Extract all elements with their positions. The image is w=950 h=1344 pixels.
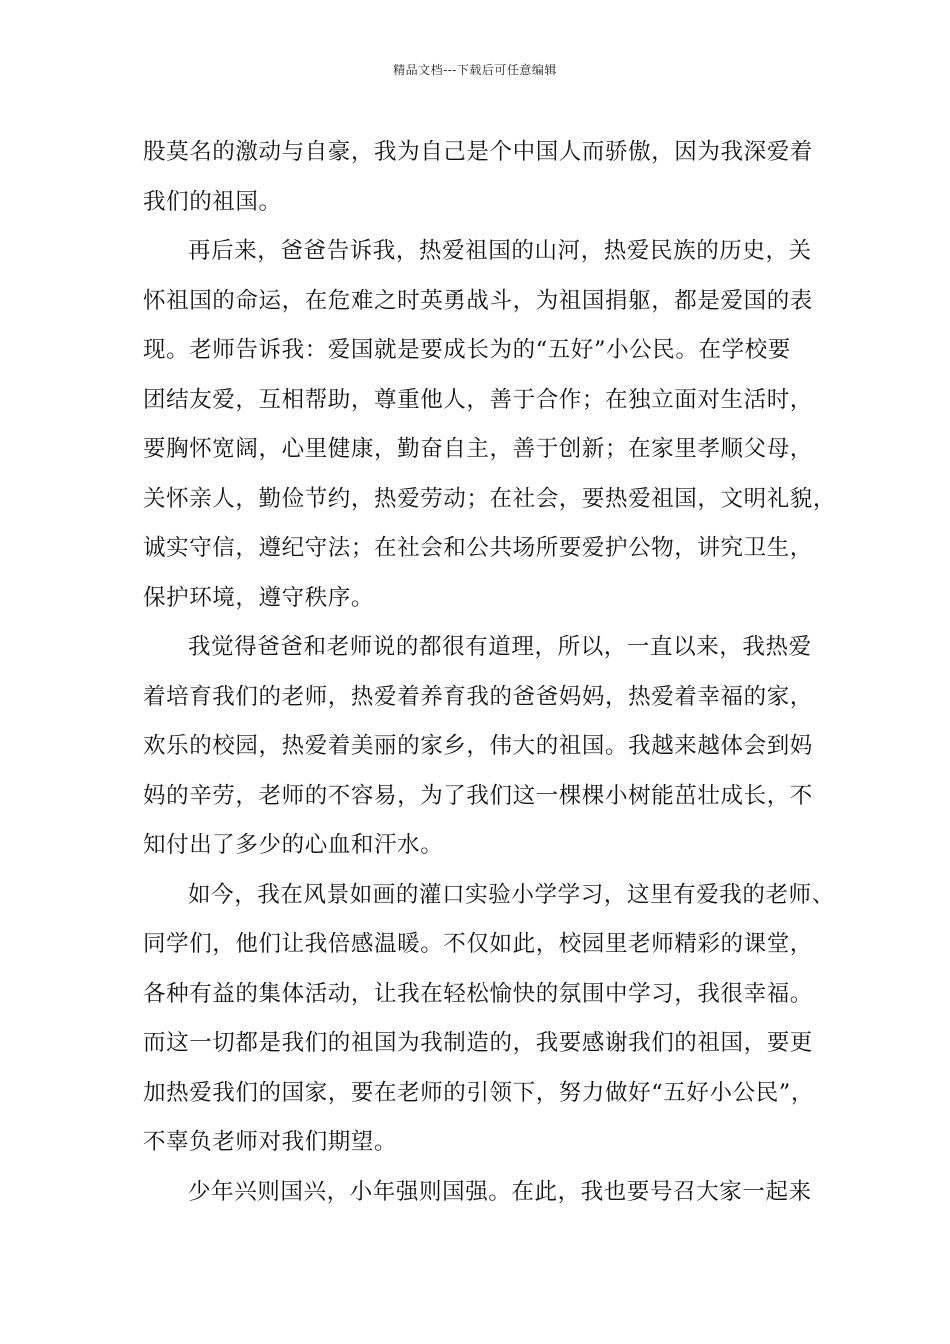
text-line: 着培育我们的老师，热爱着养育我的爸爸妈妈，热爱着幸福的家，	[143, 683, 813, 710]
text-line: 知付出了多少的心血和汗水。	[143, 832, 444, 858]
text-line: 不辜负老师对我们期望。	[143, 1129, 398, 1155]
text-line: 团结友爱，互相帮助，尊重他人，善于合作；在独立面对生活时，	[143, 386, 813, 413]
text-line: 同学们，他们让我倍感温暖。不仅如此，校园里老师精彩的课堂，	[143, 931, 813, 957]
text-line: 关怀亲人，勤俭节约，热爱劳动；在社会，要热爱祖国，文明礼貌，	[143, 485, 837, 512]
text-line: 我们的祖国。	[143, 188, 282, 215]
text-line: 加热爱我们的国家，要在老师的引领下，努力做好“五好小公民”，	[143, 1079, 815, 1106]
page-header: 精品文档---下载后可任意编辑	[393, 63, 557, 77]
paragraph-start-line: 如今，我在风景如画的灌口实验小学学习，这里有爱我的老师、	[188, 881, 835, 908]
text-line: 诚实守信，遵纪守法；在社会和公共场所要爱护公物，讲究卫生，	[143, 535, 813, 561]
text-line: 各种有益的集体活动，让我在轻松愉快的氛围中学习，我很幸福。	[143, 980, 813, 1007]
text-line: 股莫名的激动与自豪，我为自己是个中国人而骄傲，因为我深爱着	[143, 139, 813, 165]
text-line: 怀祖国的命运，在危难之时英勇战斗，为祖国捐躯，都是爱国的表	[143, 287, 813, 314]
paragraph-start-line: 我觉得爸爸和老师说的都很有道理，所以，一直以来，我热爱	[188, 634, 812, 660]
paragraph-start-line: 再后来，爸爸告诉我，热爱祖国的山河，热爱民族的历史，关	[188, 238, 812, 264]
text-line: 现。老师告诉我：爱国就是要成长为的“五好”小公民。在学校要	[143, 337, 791, 363]
document-body	[143, 130, 837, 1219]
text-line: 妈的辛劳，老师的不容易，为了我们这一棵棵小树能茁壮成长，不	[143, 782, 813, 809]
text-line: 保护环境，遵守秩序。	[143, 584, 375, 611]
paragraph-start-line: 少年兴则国兴，小年强则国强。在此，我也要号召大家一起来	[188, 1178, 812, 1205]
text-line: 欢乐的校园，热爱着美丽的家乡，伟大的祖国。我越来越体会到妈	[143, 733, 813, 759]
text-line: 而这一切都是我们的祖国为我制造的，我要感谢我们的祖国，要更	[143, 1030, 813, 1056]
text-line: 要胸怀宽阔，心里健康，勤奋自主，善于创新；在家里孝顺父母，	[143, 436, 813, 462]
